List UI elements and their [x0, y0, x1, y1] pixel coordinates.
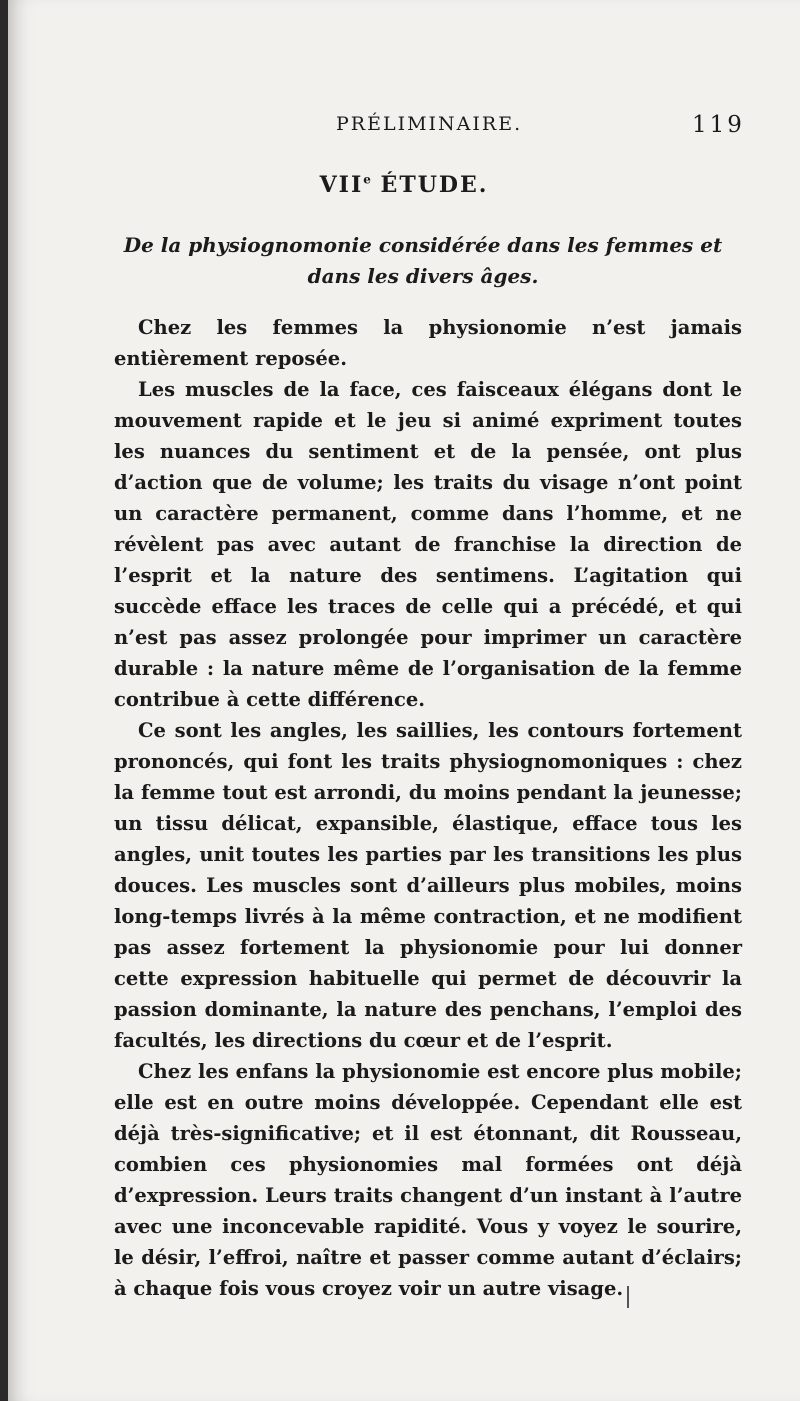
body-text [114, 312, 742, 1304]
running-head [8, 113, 800, 143]
chapter-title-prefix: VII [319, 172, 364, 198]
chapter-title-rest: ÉTUDE. [370, 172, 489, 198]
chapter-subtitle: De la physiognomonie considérée dans les femmes et dans les divers âges. [123, 233, 723, 288]
paragraph: Ce sont les angles, les saillies, les contours fortement prononcés, qui font les traits physiognomoniques : chez la femme tout est arrondi, du moins pendant la jeunesse; un tissu délicat, expansible, élastique, efface tous les angles, unit toutes les parties par les transitions les plus douces. Les muscles sont d’ailleurs plus mobiles, moins long-temps livrés à la même contraction, et ne modifient pas assez fortement la physionomie pour lui donner cette expression habituelle qui permet de découvrir la passion dominante, la nature des penchans, l’emploi des facultés, les directions du cœur et de l’esprit. [114, 719, 742, 1052]
running-title: PRÉLIMINAIRE. [336, 113, 523, 135]
chapter-title-superscript: e [363, 172, 371, 187]
paragraph: Chez les enfans la physionomie est encore plus mobile; elle est en outre moins développée. Cependant elle est déjà très-significative; et il est étonnant, dit Rousseau, combien ces physionomies mal formées ont déjà d’expression. Leurs traits changent d’un instant à l’autre avec une inconcevable rapidité. Vous y voyez le sourire, le désir, l’effroi, naître et passer comme autant d’éclairs; à chaque fois vous croyez voir un autre visage. [114, 1060, 742, 1300]
paragraph: Chez les femmes la physionomie n’est jamais entièrement reposée. [114, 316, 742, 370]
page-number: 119 [692, 112, 745, 138]
paragraph: Les muscles de la face, ces faisceaux élégans dont le mouvement rapide et le jeu si animé expriment toutes les nuances du sentiment et de la pensée, ont plus d’action que de volume; les traits du visage n’ont point un caractère permanent, comme dans l’homme, et ne révèlent pas avec autant de franchise la direction de l’esprit et la nature des sentimens. L’agitation qui succède efface les traces de celle qui a précédé, et qui n’est pas assez prolongée pour imprimer un caractère durable : la nature même de l’organisation de la femme contribue à cette différence. [114, 378, 742, 711]
book-page [8, 0, 800, 1401]
ink-mark [627, 1286, 629, 1308]
chapter-title [8, 172, 800, 198]
